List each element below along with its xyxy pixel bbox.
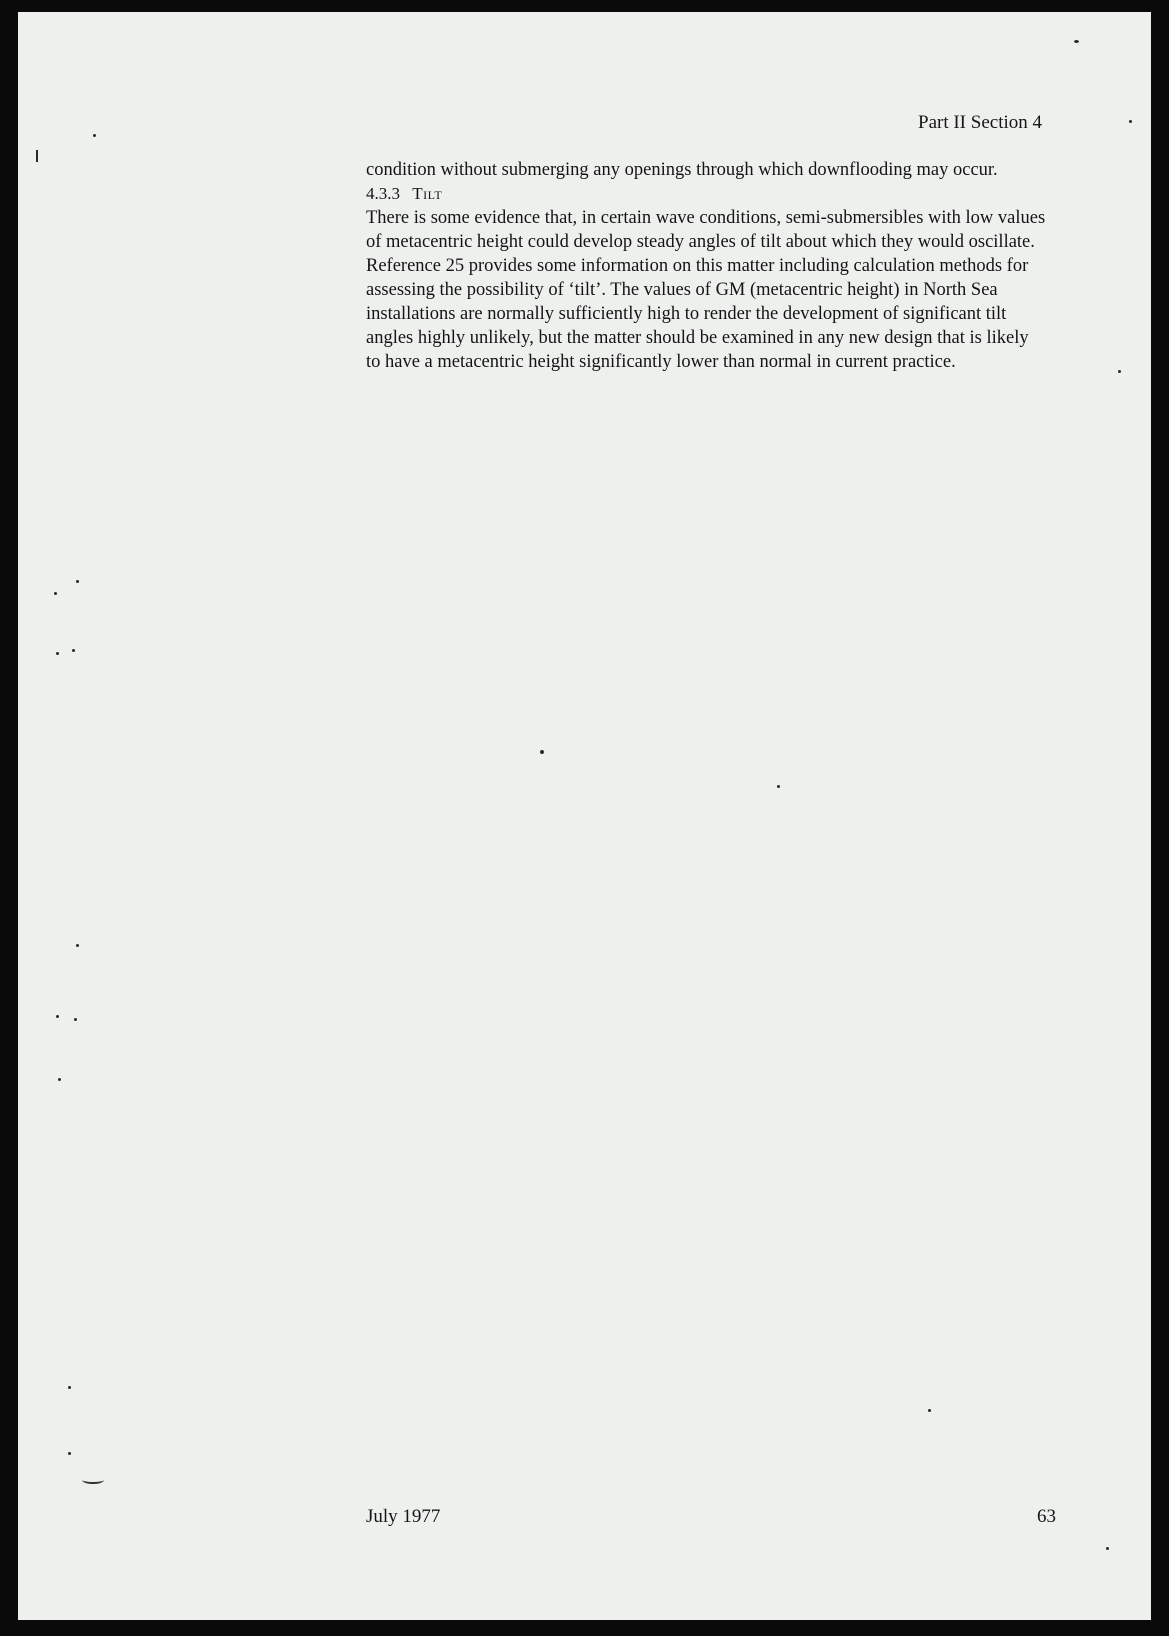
scan-speck	[76, 944, 79, 947]
section-title: Tilt	[412, 184, 443, 203]
scan-speck	[72, 649, 75, 652]
document-page	[18, 12, 1151, 1620]
scan-speck	[74, 1018, 77, 1021]
scan-speck	[68, 1452, 71, 1455]
scan-speck	[1118, 370, 1121, 373]
section-heading	[366, 182, 1046, 206]
scan-speck	[1129, 120, 1132, 123]
running-head: Part II Section 4	[918, 112, 1043, 133]
section-paragraph: There is some evidence that, in certain wave conditions, semi-submersibles with low values of metacentric height could develop steady angles of tilt about which they would oscillate. Reference 25 provides some information on this matter including calculation methods for assessing the possibility of ‘tilt’. The values of GM (metacentric height) in North Sea installations are normally sufficiently high to render the development of significant tilt angles highly unlikely, but the matter should be examined in any new design that is likely to have a metacentric height significantly lower than normal in current practice.	[366, 208, 1046, 372]
page-number: 63	[1037, 1506, 1056, 1527]
section-number: 4.3.3	[366, 184, 400, 203]
scan-speck	[56, 652, 59, 655]
scan-speck	[56, 1015, 59, 1018]
body-text	[366, 158, 1046, 374]
scan-mark	[82, 1476, 104, 1484]
scan-speck	[928, 1409, 931, 1412]
scan-speck	[54, 592, 57, 595]
scan-speck	[1074, 40, 1079, 43]
scan-speck	[777, 785, 780, 788]
scan-speck	[93, 134, 96, 137]
scan-speck	[76, 580, 79, 583]
scan-speck	[58, 1078, 61, 1081]
scan-speck	[68, 1386, 71, 1389]
scan-speck	[1106, 1547, 1109, 1550]
scan-speck	[540, 750, 544, 754]
footer-date: July 1977	[366, 1506, 441, 1527]
continued-paragraph: condition without submerging any openings through which downflooding may occur.	[366, 160, 998, 180]
scan-speck	[36, 150, 38, 162]
